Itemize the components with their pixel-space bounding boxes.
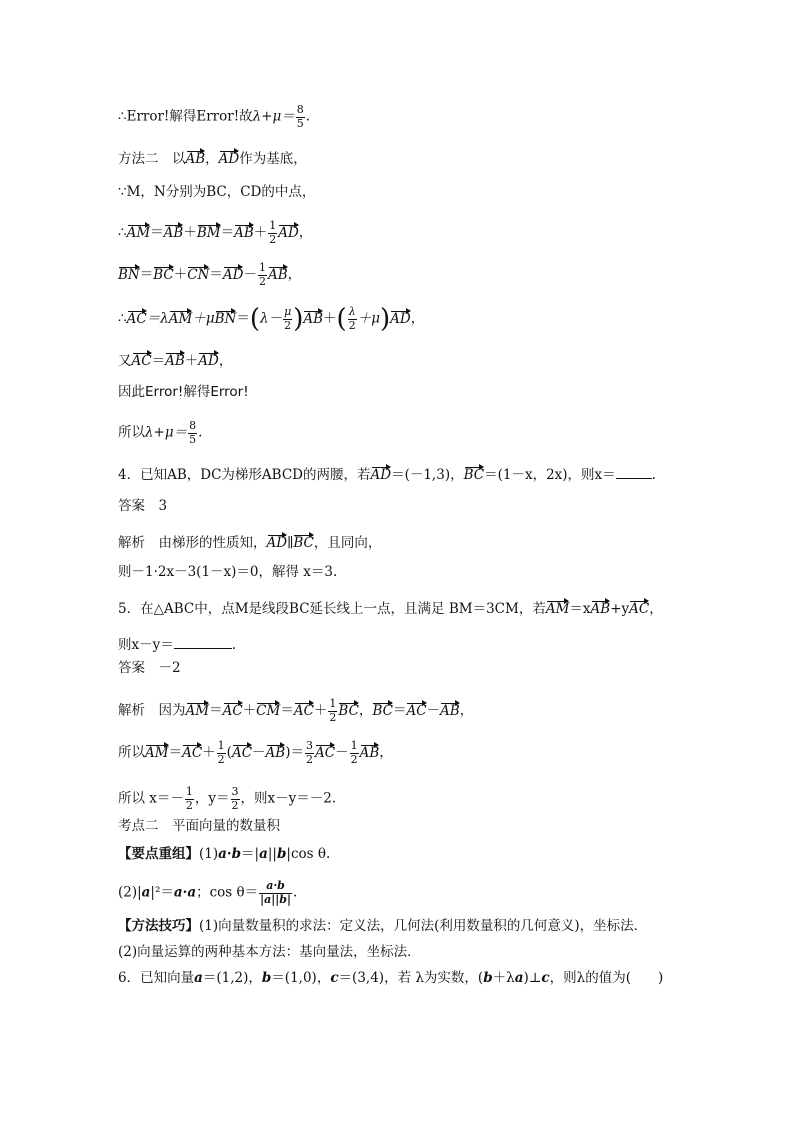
solution-4-line-1: 解析 由梯形的性质知，AD∥BC，且同向， <box>118 535 382 551</box>
solution-5-line-2: 所以AM＝AC＋ $\frac{1}{2}$ (AC－AB)＝ $\frac{3}{2}$ AC－ $\frac{1}{2}$ AB， <box>118 739 393 766</box>
line-midpoints: ∵M，N分别为BC，CD的中点， <box>118 184 316 200</box>
question-5: 5．在△ABC中，点M是线段BC延长线上一点，且满足 BM＝3CM，若AM＝xAB+yAC， <box>118 601 663 617</box>
key-points-1: 【要点重组】(1)a·b＝|a||b|cos θ. <box>118 846 331 862</box>
key-points-2: (2)|a|²＝a·a；cos θ＝ $\frac{a\cdot b}{|a||b|}$ . <box>118 879 298 906</box>
question-5-continued: 则x－y＝ . <box>118 637 237 653</box>
method-tips-1: 【方法技巧】(1)向量数量积的求法：定义法，几何法(利用数量积的几何意义)，坐标法． <box>118 918 648 934</box>
answer-5: 答案 －2 <box>118 660 181 676</box>
line-am-expression: ∴AM＝AB＋BM＝AB＋ $\frac{1}{2}$ AD， <box>118 219 313 246</box>
answer-4: 答案 3 <box>118 498 168 514</box>
line-conclusion-2: 所以λ+μ＝ $\frac{8}{5}$ . <box>118 419 203 446</box>
line-conclusion-1: ∴Error!解得Error!故λ+μ＝ $\frac{8}{5}$ . <box>118 103 311 130</box>
line-bn-expression: BN＝BC＋CN＝AD－ $\frac{1}{2}$ AB， <box>118 261 302 288</box>
question-6: 6．已知向量a＝(1,2)，b＝(1,0)，c＝(3,4)，若 λ为实数，(b＋λa)⊥c，则λ的值为( ) <box>118 970 664 986</box>
fraction: $\frac{8}{5}$ <box>296 103 304 130</box>
line-therefore: 因此Error!解得Error! <box>118 384 249 400</box>
solution-4-line-2: 则－1·2x－3(1－x)＝0，解得 x＝3. <box>118 564 338 580</box>
answer-blank[interactable] <box>174 636 232 649</box>
line-ac-expression: ∴AC＝λAM＋μBN＝(λ－ $\frac{\mu}{2}$ )AB＋( $\frac{\lambda}{2}$ ＋μ)AD， <box>118 304 425 335</box>
method-tips-2: (2)向量运算的两种基本方法：基向量法，坐标法． <box>118 944 421 960</box>
section-heading: 考点二 平面向量的数量积 <box>118 818 280 834</box>
solution-5-line-3: 所以 x＝－ $\frac{1}{2}$ ，y＝ $\frac{3}{2}$ ，则x－y＝－2. <box>118 785 337 812</box>
answer-blank[interactable] <box>616 466 652 479</box>
line-method-two: 方法二 以AB，AD作为基底， <box>118 151 307 167</box>
question-4: 4．已知AB，DC为梯形ABCD的两腰，若AD＝(－1,3)，BC＝(1－x，2x)，则x＝ . <box>118 467 656 483</box>
solution-5-line-1: 解析 因为AM＝AC＋CM＝AC＋ $\frac{1}{2}$ BC，BC＝AC－AB， <box>118 697 474 724</box>
line-ac-sum: 又AC＝AB＋AD， <box>118 353 233 369</box>
